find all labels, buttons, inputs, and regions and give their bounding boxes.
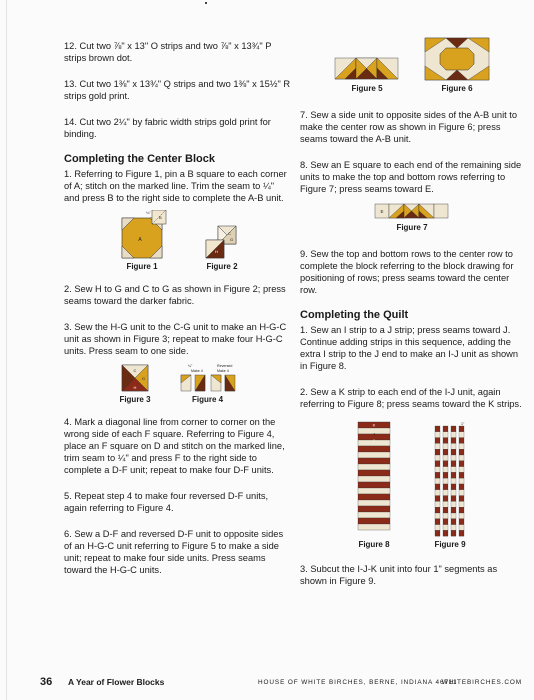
figure-9-segment-block bbox=[459, 432, 464, 438]
figure-9-segment-block bbox=[459, 472, 464, 478]
figure-9-segment-block bbox=[451, 507, 456, 513]
center-step-6: 6. Sew a D-F and reversed D-F unit to opposite sides of an H-G-C unit referring to Figure 5 to make a side unit; repeat to make four side units. Press seams toward the H-G-C units. bbox=[64, 529, 284, 575]
figure-9-segment-block bbox=[443, 519, 448, 525]
figure-5-caption: Figure 5 bbox=[351, 84, 383, 93]
figure-9-segment-block bbox=[435, 501, 440, 507]
quilt-step-3: 3. Subcut the I-J-K unit into four 1" segments as shown in Figure 9. bbox=[300, 564, 498, 586]
figure-9-segment-block bbox=[451, 490, 456, 496]
heading-center-block: Completing the Center Block bbox=[64, 153, 215, 165]
figure-5 bbox=[334, 56, 400, 93]
figure-4-label-make: Make 4 bbox=[190, 369, 203, 373]
figure-8-stripe bbox=[358, 488, 390, 494]
website: WHITEBIRCHES.COM bbox=[441, 678, 522, 686]
figure-8-stripe bbox=[358, 512, 390, 518]
right-column bbox=[300, 30, 524, 601]
figure-3-label-g: G bbox=[142, 376, 146, 381]
figure-4-label-reversed: Reversed bbox=[216, 364, 232, 368]
figure-2-label-h: H bbox=[215, 249, 218, 254]
figures-5-6 bbox=[300, 36, 524, 93]
figure-8-label-i: I bbox=[373, 438, 375, 443]
figure-7-row bbox=[300, 201, 524, 232]
figure-9-segment-block bbox=[459, 461, 464, 467]
figure-9-segment-block bbox=[435, 455, 440, 461]
figure-9-segment-block bbox=[435, 478, 440, 484]
step-12: 12. Cut two ⅞" x 13" O strips and two ⅞" x 13¾" P strips brown dot. bbox=[64, 41, 272, 63]
figure-8-stripes bbox=[358, 428, 390, 530]
figure-4-diagram bbox=[179, 363, 237, 393]
figure-9-segment-block bbox=[435, 443, 440, 449]
figure-9-segment-block bbox=[435, 507, 440, 513]
figure-9-segment-block bbox=[451, 478, 456, 484]
figure-9-segment-block bbox=[451, 496, 456, 502]
figure-8-stripe bbox=[358, 482, 390, 488]
figure-3 bbox=[119, 363, 150, 404]
figure-9-segment-block bbox=[459, 519, 464, 525]
figure-2-label-c: C bbox=[228, 231, 231, 236]
quilt-step-2: 2. Sew a K strip to each end of the I-J unit, again referring to Figure 8; press seams toward the K strips. bbox=[300, 387, 522, 409]
figure-7-caption: Figure 7 bbox=[396, 223, 428, 232]
figure-9-segment-block bbox=[443, 490, 448, 496]
figure-9-segment-block bbox=[459, 484, 464, 490]
figure-9-segment-block bbox=[459, 426, 464, 432]
figure-1-label-b: B bbox=[159, 215, 162, 220]
figure-8-stripe bbox=[358, 458, 390, 464]
figure-9-segment-block bbox=[451, 525, 456, 531]
page-footer bbox=[40, 675, 530, 689]
figure-9-segment-block bbox=[459, 455, 464, 461]
figure-9-segment-block bbox=[459, 443, 464, 449]
figure-2-label-g: G bbox=[230, 237, 234, 242]
figure-9-segment-block bbox=[443, 478, 448, 484]
figure-9-segment-block bbox=[435, 472, 440, 478]
heading-completing-quilt: Completing the Quilt bbox=[300, 309, 409, 321]
figure-3-label-h: H bbox=[133, 385, 137, 390]
figure-9-segment-block bbox=[443, 472, 448, 478]
figure-9-segment-block bbox=[459, 507, 464, 513]
figure-9-segment-block bbox=[459, 496, 464, 502]
figure-8-label-k: K bbox=[372, 422, 376, 428]
figure-9-label-one-inch: 1" bbox=[461, 422, 465, 426]
figure-8 bbox=[356, 420, 392, 549]
step-14: 14. Cut two 2¼" by fabric width strips gold print for binding. bbox=[64, 117, 271, 139]
figure-9-segment-block bbox=[451, 455, 456, 461]
figure-9-segment-block bbox=[451, 438, 456, 444]
figure-2-caption: Figure 2 bbox=[206, 262, 238, 271]
figure-9-segment-block bbox=[443, 501, 448, 507]
publisher-line: HOUSE OF WHITE BIRCHES, BERNE, INDIANA 46711 bbox=[258, 678, 458, 686]
figure-9-segment-block bbox=[443, 525, 448, 531]
figure-1 bbox=[116, 210, 168, 271]
figure-9-segment-block bbox=[443, 432, 448, 438]
figure-9-segment-block bbox=[443, 513, 448, 519]
figure-9 bbox=[432, 420, 468, 549]
figure-3-caption: Figure 3 bbox=[119, 395, 151, 404]
figure-9-segment-block bbox=[435, 432, 440, 438]
figure-3-diagram bbox=[120, 363, 150, 393]
figure-7-diagram bbox=[374, 201, 450, 221]
figure-8-stripe bbox=[358, 494, 390, 500]
figure-9-segment-block bbox=[443, 438, 448, 444]
figure-9-segment-block bbox=[459, 478, 464, 484]
figure-8-stripe bbox=[358, 464, 390, 470]
figure-9-segment-block bbox=[451, 432, 456, 438]
figure-9-segment-block bbox=[435, 449, 440, 455]
figure-1-label-quarter: ¼" bbox=[146, 210, 151, 215]
figure-9-segment-block bbox=[435, 490, 440, 496]
figure-5-diagram bbox=[334, 56, 400, 82]
figure-9-segment-block bbox=[435, 461, 440, 467]
figure-8-stripe bbox=[358, 518, 390, 524]
figure-3-label-c: C bbox=[133, 368, 137, 373]
figure-1-label-a: A bbox=[138, 237, 142, 243]
figure-8-stripe bbox=[358, 506, 390, 512]
figures-1-2 bbox=[64, 210, 292, 271]
figure-8-stripe bbox=[358, 452, 390, 458]
figure-9-segment-block bbox=[443, 496, 448, 502]
figure-6 bbox=[424, 36, 490, 93]
figure-9-segment-block bbox=[435, 525, 440, 531]
figure-9-segment-block bbox=[459, 525, 464, 531]
page-spine bbox=[6, 0, 7, 700]
figure-4-label-make-reversed: Make 4 bbox=[216, 369, 229, 373]
quilt-step-1: 1. Sew an I strip to a J strip; press seams toward J. Continue adding strips in this sequence, adding the extra I strip to the J end to make an I-J unit as shown in Figure 8. bbox=[300, 325, 519, 371]
figure-9-segment-block bbox=[451, 501, 456, 507]
figure-4 bbox=[179, 363, 237, 404]
figure-2-diagram bbox=[204, 224, 240, 260]
figure-8-stripe bbox=[358, 476, 390, 482]
figure-9-segment-block bbox=[435, 519, 440, 525]
figure-9-segment-block bbox=[459, 438, 464, 444]
figure-9-segment-block bbox=[443, 507, 448, 513]
page-number: 36 bbox=[40, 676, 53, 688]
center-step-1: 1. Referring to Figure 1, pin a B square to each corner of A; stitch on the marked line. Trim the seam to ¼" and press B to the right side to complete the A-B unit. bbox=[64, 169, 287, 203]
figure-8-label-j: J bbox=[373, 432, 375, 437]
figure-9-segment-block bbox=[443, 455, 448, 461]
figure-9-segment-block bbox=[443, 467, 448, 473]
figure-9-segment-block bbox=[451, 530, 456, 536]
figure-9-segment-block bbox=[435, 530, 440, 536]
figure-9-segment-block bbox=[459, 513, 464, 519]
center-step-5: 5. Repeat step 4 to make four reversed D-F units, again referring to Figure 4. bbox=[64, 491, 269, 513]
figure-9-segment-block bbox=[451, 484, 456, 490]
figure-8-stripe bbox=[358, 470, 390, 476]
figure-9-diagram bbox=[432, 420, 468, 538]
figure-8-stripe bbox=[358, 500, 390, 506]
figure-1-caption: Figure 1 bbox=[126, 262, 158, 271]
step-13: 13. Cut two 1⅜" x 13¾" Q strips and two 1⅜" x 15½" R strips gold print. bbox=[64, 79, 291, 101]
figure-9-caption: Figure 9 bbox=[434, 540, 466, 549]
figure-4-caption: Figure 4 bbox=[192, 395, 224, 404]
center-step-8: 8. Sew an E square to each end of the remaining side units to make the top and bottom rows referring to Figure 7; press seams toward E. bbox=[300, 160, 522, 194]
figure-9-segment-block bbox=[443, 443, 448, 449]
figure-9-segment-block bbox=[435, 513, 440, 519]
figure-9-segment-block bbox=[459, 449, 464, 455]
figure-9-segment-block bbox=[459, 501, 464, 507]
figure-9-segment-block bbox=[435, 438, 440, 444]
center-step-9: 9. Sew the top and bottom rows to the center row to complete the block referring to the block drawing for positioning of rows; press seams toward the center row. bbox=[300, 249, 514, 295]
center-step-3: 3. Sew the H-G unit to the C-G unit to make an H-G-C unit as shown in Figure 3; repeat to make four H-G-C units. Press seam to one side. bbox=[64, 322, 287, 356]
figure-6-caption: Figure 6 bbox=[441, 84, 473, 93]
left-column bbox=[64, 40, 292, 590]
figures-3-4 bbox=[64, 363, 292, 404]
figure-7 bbox=[374, 201, 450, 232]
figure-9-segment-block bbox=[451, 519, 456, 525]
figure-9-segment-block bbox=[459, 490, 464, 496]
figure-7-label-e: E bbox=[380, 209, 384, 214]
figure-9-segment-block bbox=[443, 484, 448, 490]
figures-8-9 bbox=[300, 420, 524, 549]
figure-9-segment-block bbox=[459, 530, 464, 536]
figure-9-segment-block bbox=[459, 467, 464, 473]
figure-9-segment-block bbox=[451, 472, 456, 478]
figure-4-label-quarter: ¼" bbox=[187, 364, 192, 368]
figure-6-diagram bbox=[424, 36, 490, 82]
figure-9-segment-block bbox=[443, 426, 448, 432]
figure-2 bbox=[204, 224, 240, 271]
figure-9-segments bbox=[435, 426, 464, 536]
center-step-2: 2. Sew H to G and C to G as shown in Figure 2; press seams toward the darker fabric. bbox=[64, 284, 286, 306]
figure-9-segment-block bbox=[451, 513, 456, 519]
figure-9-segment-block bbox=[451, 467, 456, 473]
figure-8-stripe bbox=[358, 524, 390, 530]
figure-9-segment-block bbox=[443, 449, 448, 455]
figure-8-caption: Figure 8 bbox=[358, 540, 390, 549]
print-mark bbox=[205, 2, 207, 4]
center-step-7: 7. Sew a side unit to opposite sides of the A-B unit to make the center row as shown in Figure 6; press seams toward the A-B unit. bbox=[300, 110, 518, 144]
figure-9-segment-block bbox=[451, 461, 456, 467]
figure-9-segment-block bbox=[451, 426, 456, 432]
figure-9-segment-block bbox=[451, 449, 456, 455]
figure-9-segment-block bbox=[443, 461, 448, 467]
figure-9-segment-block bbox=[435, 496, 440, 502]
figure-9-segment-block bbox=[451, 443, 456, 449]
figure-9-segment-block bbox=[435, 484, 440, 490]
figure-1-diagram bbox=[116, 210, 168, 260]
figure-8-diagram bbox=[356, 420, 392, 538]
figure-9-segment-block bbox=[435, 426, 440, 432]
figure-8-stripe bbox=[358, 446, 390, 452]
book-title: A Year of Flower Blocks bbox=[68, 677, 165, 687]
figure-9-segment-block bbox=[443, 530, 448, 536]
center-step-4: 4. Mark a diagonal line from corner to corner on the wrong side of each F square. Referring to Figure 4, place an F square on D and stitch on the marked line, trim seam to ¼" and press F to the right side to complete a D-F unit; repeat to make four D-F units. bbox=[64, 417, 285, 475]
figure-9-segment-block bbox=[435, 467, 440, 473]
